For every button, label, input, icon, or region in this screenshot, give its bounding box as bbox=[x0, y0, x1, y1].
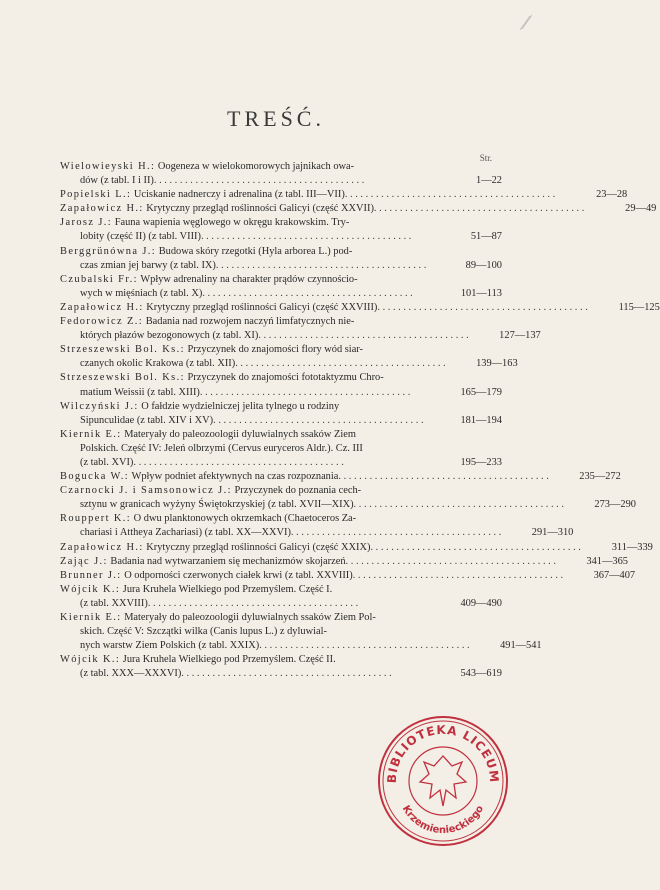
leader-dots bbox=[377, 301, 587, 315]
toc-line bbox=[60, 386, 502, 400]
leader-dots bbox=[154, 174, 430, 188]
toc-title-line: O odporności czerwonych ciałek krwi (z tabl. XXVIII) bbox=[124, 569, 353, 581]
toc-title-line: nych warstw Ziem Polskich (z tabl. XXIX) bbox=[80, 640, 260, 652]
toc-title-line: Budowa skóry rzegotki (Hyla arborea L.) pod- bbox=[158, 245, 353, 257]
toc-pages: 29—49 bbox=[625, 203, 657, 215]
toc-title-line: lobity (część II) (z tabl. VIII) bbox=[80, 231, 201, 243]
toc-entry bbox=[60, 583, 502, 611]
toc-pages: 195—233 bbox=[460, 456, 502, 468]
toc-author: Wilczyński J.: bbox=[60, 400, 139, 412]
toc-author: Brunner J.: bbox=[60, 569, 122, 581]
toc-title-line: Przyczynek do znajomości flory wód siar- bbox=[187, 344, 364, 356]
toc-line bbox=[60, 484, 502, 498]
leader-dots bbox=[345, 188, 555, 202]
stamp-text-bottom: Krzemienieckiego bbox=[399, 803, 487, 837]
toc-pages: 139—163 bbox=[476, 358, 518, 370]
leader-dots bbox=[133, 456, 430, 470]
toc-title-line: Polskich. Część IV: Jeleń olbrzymi (Cervus euryceros Aldr.). Cz. III bbox=[80, 442, 363, 454]
toc-title-line: sztynu w granicach wyżyny Świętokrzyskiej (z tabl. XVII—XIX) bbox=[80, 499, 354, 511]
toc-line bbox=[60, 202, 657, 216]
table-of-contents bbox=[60, 160, 660, 681]
toc-author: Jarosz J.: bbox=[60, 217, 113, 229]
toc-pages: 367—407 bbox=[593, 569, 636, 581]
toc-line bbox=[60, 667, 502, 681]
toc-title-line: Krytyczny przegląd roślinności Galicyi (część XXVIII) bbox=[146, 301, 378, 313]
toc-entry bbox=[60, 512, 574, 540]
toc-line bbox=[60, 188, 628, 202]
toc-author: Wójcik K.: bbox=[60, 654, 121, 666]
leader-dots bbox=[291, 526, 501, 540]
toc-author: Wójcik K.: bbox=[60, 583, 121, 595]
toc-title-line: Oogeneza w wielokomorowych jajnikach owa- bbox=[157, 161, 355, 172]
toc-author: Popielski L.: bbox=[60, 189, 132, 201]
toc-author: Strzeszewski Bol. Ks.: bbox=[60, 344, 185, 356]
toc-pages: 165—179 bbox=[460, 386, 502, 398]
toc-entry bbox=[60, 653, 502, 681]
toc-title-line: O fałdzie wydzielniczej jelita tylnego u rodziny bbox=[141, 400, 340, 412]
toc-title-line: Krytyczny przegląd roślinności Galicyi (część XXIX) bbox=[146, 541, 371, 553]
leader-dots bbox=[338, 470, 548, 484]
toc-line bbox=[60, 174, 502, 188]
toc-pages: 23—28 bbox=[596, 189, 628, 201]
toc-pages: 235—272 bbox=[579, 471, 621, 483]
toc-title-line: Materyały do paleozoologii dyluwialnych ssaków Ziem Pol- bbox=[124, 612, 376, 623]
toc-title-line: Wpływ podniet afektywnych na czas rozpoznania bbox=[131, 471, 339, 483]
toc-title-line: Materyały do paleozoologii dyluwialnych ssaków Ziem bbox=[124, 428, 356, 440]
toc-pages: 341—365 bbox=[586, 555, 628, 567]
toc-author: Kiernik E.: bbox=[60, 428, 122, 440]
leader-dots bbox=[202, 287, 430, 301]
toc-line bbox=[60, 216, 502, 230]
toc-pages: 115—125 bbox=[618, 301, 660, 313]
toc-title-line: Badania nad wytwarzaniem się mechanizmów skojarzeń bbox=[110, 555, 346, 567]
toc-entry bbox=[60, 301, 660, 315]
toc-entry bbox=[60, 470, 621, 484]
toc-pages: 1—22 bbox=[476, 175, 502, 187]
toc-title-line: czanych okolic Krakowa (z tabl. XII) bbox=[80, 358, 236, 370]
toc-line bbox=[60, 273, 502, 287]
toc-title-line: których płazów bezogonowych (z tabl. XI) bbox=[80, 330, 259, 342]
toc-author: Wielowieyski H.: bbox=[60, 161, 156, 172]
leader-dots bbox=[259, 639, 469, 653]
toc-line bbox=[60, 498, 636, 512]
toc-line bbox=[60, 583, 502, 597]
toc-entry bbox=[60, 273, 502, 301]
leader-dots bbox=[216, 259, 430, 273]
toc-line bbox=[60, 245, 502, 259]
toc-line bbox=[60, 470, 621, 484]
leader-dots bbox=[354, 498, 564, 512]
toc-entry bbox=[60, 188, 628, 202]
toc-pages: 543—619 bbox=[460, 668, 502, 680]
toc-line bbox=[60, 597, 502, 611]
toc-line bbox=[60, 639, 542, 653]
toc-author: Berggrünówna J.: bbox=[60, 245, 157, 257]
toc-line bbox=[60, 301, 660, 315]
toc-line bbox=[60, 414, 502, 428]
toc-author: Zając J.: bbox=[60, 555, 108, 567]
toc-pages: 101—113 bbox=[460, 287, 502, 299]
toc-entry bbox=[60, 611, 542, 653]
toc-line bbox=[60, 160, 502, 174]
toc-pages: 89—100 bbox=[465, 259, 502, 271]
toc-author: Zapałowicz H.: bbox=[60, 203, 144, 215]
library-stamp bbox=[374, 712, 512, 850]
toc-title-line: (z tabl. XXVIII) bbox=[80, 597, 148, 609]
toc-line bbox=[60, 343, 502, 357]
toc-line bbox=[60, 371, 502, 385]
leader-dots bbox=[374, 202, 584, 216]
toc-line bbox=[60, 611, 502, 625]
toc-line bbox=[60, 287, 502, 301]
leader-dots bbox=[353, 569, 563, 583]
toc-entry bbox=[60, 555, 628, 569]
toc-pages: 491—541 bbox=[500, 640, 542, 652]
toc-line bbox=[60, 569, 636, 583]
toc-line bbox=[60, 653, 502, 667]
toc-line bbox=[60, 526, 574, 540]
toc-entry bbox=[60, 343, 518, 371]
page-title: TREŚĆ. bbox=[227, 106, 325, 131]
toc-title-line: Przyczynek do poznania cech- bbox=[234, 485, 362, 497]
toc-author: Bogucka W.: bbox=[60, 471, 130, 483]
pencil-mark bbox=[518, 12, 534, 36]
toc-line bbox=[60, 400, 502, 414]
toc-title-line: czas zmian jej barwy (z tabl. IX) bbox=[80, 259, 216, 271]
toc-title-line: Jura Kruhela Wielkiego pod Przemyślem. Część II. bbox=[122, 654, 336, 666]
toc-line bbox=[60, 555, 628, 569]
toc-author: Czarnocki J. i Samsonowicz J.: bbox=[60, 485, 232, 497]
toc-line bbox=[60, 329, 541, 343]
toc-pages: 409—490 bbox=[460, 597, 502, 609]
leader-dots bbox=[181, 667, 430, 681]
toc-line bbox=[60, 428, 502, 442]
leader-dots bbox=[213, 414, 430, 428]
toc-title-line: skich. Część V: Szczątki wilka (Canis lupus L.) z dyluwial- bbox=[80, 626, 327, 638]
leader-dots bbox=[235, 357, 445, 371]
toc-author: Strzeszewski Bol. Ks.: bbox=[60, 372, 185, 384]
toc-author: Zapałowicz H.: bbox=[60, 301, 144, 313]
toc-entry bbox=[60, 160, 502, 188]
toc-line bbox=[60, 230, 502, 244]
toc-entry bbox=[60, 315, 541, 343]
page-column-label: Str. bbox=[479, 153, 492, 163]
toc-line bbox=[60, 456, 502, 470]
toc-entry bbox=[60, 216, 502, 244]
toc-title-line: O dwu planktonowych okrzemkach (Chaetoceros Za- bbox=[133, 513, 357, 525]
toc-line bbox=[60, 442, 502, 456]
toc-pages: 291—310 bbox=[531, 527, 574, 539]
toc-title-line: Fauna wapienia węglowego w okręgu krakowskim. Try- bbox=[114, 217, 350, 229]
toc-entry bbox=[60, 428, 502, 470]
toc-author: Fedorowicz Z.: bbox=[60, 316, 144, 328]
toc-author: Rouppert K.: bbox=[60, 513, 132, 525]
leader-dots bbox=[201, 230, 430, 244]
toc-line bbox=[60, 259, 502, 273]
toc-line bbox=[60, 512, 502, 526]
toc-author: Zapałowicz H.: bbox=[60, 541, 144, 553]
toc-entry bbox=[60, 484, 636, 512]
toc-entry bbox=[60, 400, 502, 428]
toc-title-line: Wpływ adrenaliny na charakter prądów czynnościo- bbox=[140, 273, 358, 285]
toc-title-line: Przyczynek do znajomości fototaktyzmu Chro- bbox=[187, 372, 384, 384]
leader-dots bbox=[370, 541, 580, 555]
toc-line bbox=[60, 315, 502, 329]
leader-dots bbox=[346, 555, 556, 569]
toc-entry bbox=[60, 202, 657, 216]
toc-title-line: Jura Kruhela Wielkiego pod Przemyślem. Część I. bbox=[122, 583, 333, 595]
toc-line bbox=[60, 625, 502, 639]
toc-title-line: Krytyczny przegląd roślinności Galicyi (część XXVII) bbox=[146, 203, 374, 215]
toc-title-line: (z tabl. XXX—XXXVI) bbox=[80, 668, 182, 680]
svg-text:Krzemienieckiego bbox=[400, 804, 486, 836]
toc-title-line: Badania nad rozwojem naczyń limfatycznych nie- bbox=[145, 316, 355, 328]
toc-author: Kiernik E.: bbox=[60, 612, 122, 623]
toc-title-line: chariasi i Attheya Zachariasi) (z tabl. XX—XXVI) bbox=[80, 527, 291, 539]
toc-title-line: wych w mięśniach (z tabl. X) bbox=[80, 287, 203, 299]
leader-dots bbox=[258, 329, 468, 343]
toc-title-line: matium Weissii (z tabl. XIII) bbox=[80, 386, 200, 398]
toc-line bbox=[60, 541, 653, 555]
toc-title-line: Sipunculidae (z tabl. XIV i XV) bbox=[80, 414, 214, 426]
toc-pages: 273—290 bbox=[594, 499, 636, 511]
toc-pages: 51—87 bbox=[470, 231, 502, 243]
toc-title-line: Uciskanie nadnerczy i adrenalina (z tabl. III—VII) bbox=[133, 189, 345, 201]
stamp-text-top: BIBLIOTEKA LICEUM bbox=[384, 722, 502, 784]
leader-dots bbox=[200, 386, 430, 400]
toc-pages: 181—194 bbox=[460, 414, 502, 426]
toc-title-line: dów (z tabl. I i II) bbox=[80, 175, 154, 187]
toc-pages: 127—137 bbox=[499, 330, 541, 342]
toc-entry bbox=[60, 569, 636, 583]
toc-author: Czubalski Fr.: bbox=[60, 273, 138, 285]
toc-entry bbox=[60, 541, 653, 555]
toc-entry bbox=[60, 371, 502, 399]
toc-pages: 311—339 bbox=[611, 541, 653, 553]
toc-entry bbox=[60, 245, 502, 273]
toc-title-line: (z tabl. XVI) bbox=[80, 456, 134, 468]
leader-dots bbox=[148, 597, 430, 611]
toc-line bbox=[60, 357, 518, 371]
